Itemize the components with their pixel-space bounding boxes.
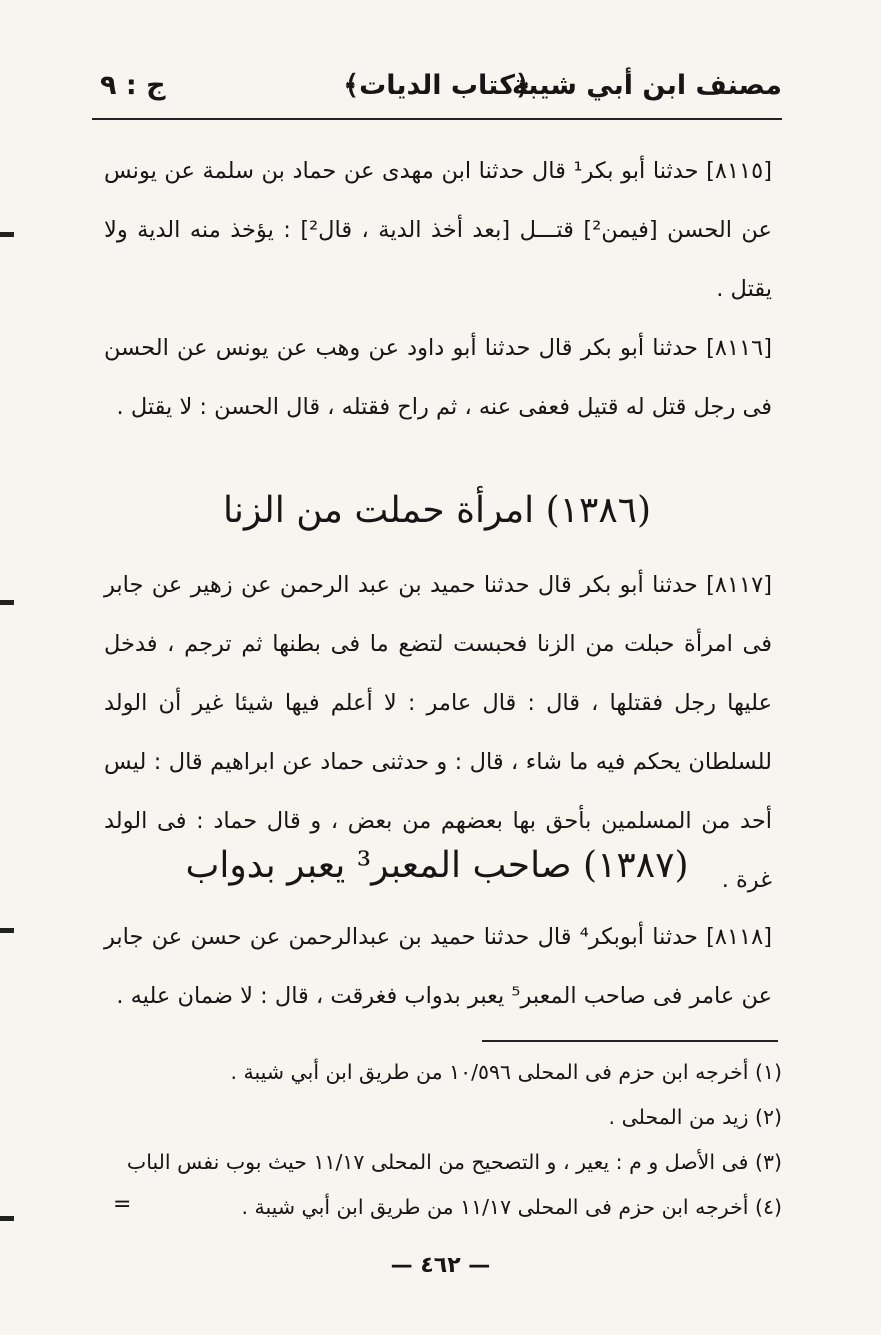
header-rule <box>92 118 782 120</box>
text-block-1 <box>104 142 772 437</box>
hadith-8116: [٨١١٦] حدثنا أبو بكر قال حدثنا أبو داود عن وهب عن يونس عن الحسن فى رجل قتل له قتيل فعفى عنه ، ثم راح فقتله ، قال الحسن : لا يقتل . <box>104 335 772 420</box>
chapter-heading-1387: (١٣٨٧) صاحب المعبر³ يعبر بدواب <box>185 845 689 886</box>
chapter-heading-1386: (١٣٨٦) امرأة حملت من الزنا <box>222 490 652 531</box>
margin-mark <box>0 928 14 933</box>
hadith-8117: [٨١١٧] حدثنا أبو بكر قال حدثنا حميد بن عبد الرحمن عن زهير عن جابر فى امرأة حبلت من الزنا فحبست لتضع ما فى بطنها ثم ترجم ، فدخل عليها رجل فقتلها ، قال : قال عامر : لا أعلم فيها شيئا غير أن الولد للسلطان يحكم فيه ما شاء ، قال : و حدثنى حماد عن ابراهيم قال : ليس أحد من المسلمين بأحق بها بعضهم من بعض ، و قال حماد : فى الولد غرة . <box>104 572 772 893</box>
chapter-title: ﴿كتاب الديات﴾ <box>343 70 531 101</box>
volume-number: ج : ٩ <box>100 70 166 101</box>
hadith-8115: [٨١١٥] حدثنا أبو بكر¹ قال حدثنا ابن مهدى عن حماد بن سلمة عن يونس عن الحسن [فيمن²] قتـــل [بعد أخذ الدية ، قال²] : يؤخذ منه الدية ولا يقتل . <box>104 158 772 302</box>
footnote-3: (٣) فى الأصل و م : يعير ، و التصحيح من المحلى ١١/١٧ حيث بوب نفس الباب <box>126 1150 782 1174</box>
page-number: — ٤٦٢ — <box>390 1253 491 1278</box>
hadith-8118: [٨١١٨] حدثنا أبوبكر⁴ قال حدثنا حميد بن عبدالرحمن عن حسن عن جابر عن عامر فى صاحب المعبر⁵ يعبر بدواب فغرقت ، قال : لا ضمان عليه . <box>104 924 772 1009</box>
margin-mark <box>0 600 14 605</box>
footnote-2: (٢) زيد من المحلى . <box>608 1105 782 1129</box>
footnote-rule <box>482 1040 778 1042</box>
running-header <box>92 62 782 120</box>
book-title: مصنف ابن أبي شيبة <box>511 70 782 101</box>
footnotes <box>120 1050 782 1230</box>
text-block-3 <box>104 908 772 1026</box>
footnote-4: (٤) أخرجه ابن حزم فى المحلى ١١/١٧ من طريق ابن أبي شيبة . <box>241 1195 782 1219</box>
margin-mark <box>0 1216 14 1221</box>
footnote-1: (١) أخرجه ابن حزم فى المحلى ١٠/٥٩٦ من طريق ابن أبي شيبة . <box>230 1060 782 1084</box>
margin-mark <box>0 232 14 237</box>
continuation-mark: = <box>113 1192 132 1217</box>
